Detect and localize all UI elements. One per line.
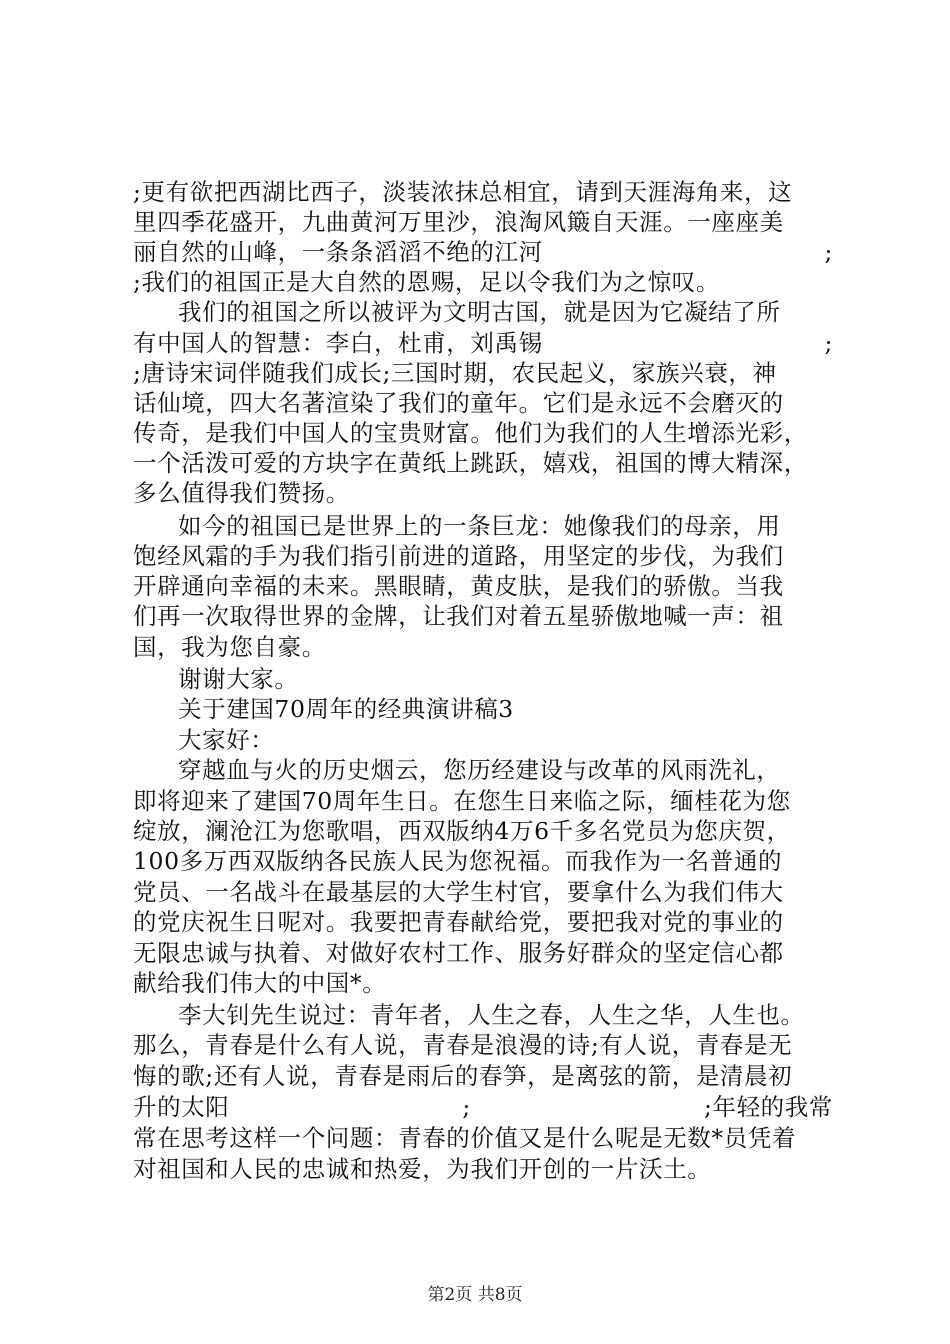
text-segment: ; bbox=[824, 238, 833, 266]
closing-line: 谢谢大家。 bbox=[178, 665, 299, 693]
page-number-footer: 第2页 共8页 bbox=[427, 1285, 523, 1305]
paragraph-start-line: 李大钊先生说过：青年者，人生之春，人生之华，人生也。 bbox=[178, 1001, 805, 1029]
text-line: 开辟通向幸福的未来。黑眼睛，黄皮肤，是我们的骄傲。当我 bbox=[133, 572, 784, 600]
section-heading: 关于建国70周年的经典演讲稿3 bbox=[178, 695, 514, 723]
text-line: 常在思考这样一个问题：青春的价值又是什么呢是无数*员凭着 bbox=[133, 1124, 797, 1152]
text-line: 里四季花盛开，九曲黄河万里沙，浪淘风簸自天涯。一座座美 bbox=[133, 208, 784, 236]
paragraph-start-line: 穿越血与火的历史烟云，您历经建设与改革的风雨洗礼， bbox=[178, 756, 781, 784]
text-line: ;我们的祖国正是大自然的恩赐，足以令我们为之惊叹。 bbox=[133, 268, 720, 296]
text-line: 献给我们伟大的中国*。 bbox=[133, 969, 387, 997]
text-line: 即将迎来了建国70周年生日。在您生日来临之际，缅桂花为您 bbox=[133, 787, 791, 815]
text-line: ;唐诗宋词伴随我们成长;三国时期，农民起义，家族兴衰，神 bbox=[133, 359, 777, 387]
text-line bbox=[133, 237, 833, 267]
text-line: 100多万西双版纳各民族人民为您祝福。而我作为一名普通的 bbox=[133, 847, 783, 875]
text-segment: ;年轻的我常 bbox=[703, 1093, 833, 1121]
text-line bbox=[133, 328, 833, 358]
text-segment: 丽自然的山峰，一条条滔滔不绝的江河 bbox=[133, 238, 543, 266]
greeting-line: 大家好： bbox=[178, 726, 275, 754]
text-line: 对祖国和人民的忠诚和热爱，为我们开创的一片沃土。 bbox=[133, 1155, 712, 1183]
text-line: ;更有欲把西湖比西子，淡装浓抹总相宜，请到天涯海角来，这 bbox=[133, 178, 793, 206]
text-line: 们再一次取得世界的金牌，让我们对着五星骄傲地喊一声：祖 bbox=[133, 602, 784, 630]
text-segment: ; bbox=[462, 1093, 471, 1121]
paragraph-start-line: 如今的祖国已是世界上的一条巨龙：她像我们的母亲，用 bbox=[178, 512, 781, 540]
text-line: 党员、一名战斗在最基层的大学生村官，要拿什么为我们伟大 bbox=[133, 878, 784, 906]
text-line: 悔的歌;还有人说，青春是雨后的春笋，是离弦的箭，是清晨初 bbox=[133, 1062, 793, 1090]
text-line bbox=[133, 1092, 833, 1122]
text-line: 饱经风霜的手为我们指引前进的道路，用坚定的步伐，为我们 bbox=[133, 542, 784, 570]
text-line: 无限忠诚与执着、对做好农村工作、服务好群众的坚定信心都 bbox=[133, 939, 784, 967]
text-line: 国，我为您自豪。 bbox=[133, 633, 326, 661]
paragraph-start-line: 我们的祖国之所以被评为文明古国，就是因为它凝结了所 bbox=[178, 298, 781, 326]
text-segment: 有中国人的智慧：李白，杜甫，刘禹锡 bbox=[133, 329, 543, 357]
text-segment: ; bbox=[824, 329, 833, 357]
text-line: 多么值得我们赞扬。 bbox=[133, 479, 350, 507]
text-line: 传奇，是我们中国人的宝贵财富。他们为我们的人生增添光彩， bbox=[133, 419, 808, 447]
text-line: 一个活泼可爱的方块字在黄纸上跳跃，嬉戏，祖国的博大精深， bbox=[133, 449, 808, 477]
text-line: 话仙境，四大名著渲染了我们的童年。它们是永远不会磨灭的 bbox=[133, 389, 784, 417]
text-segment: 升的太阳 bbox=[133, 1093, 230, 1121]
text-line: 绽放，澜沧江为您歌唱，西双版纳4万6千多名党员为您庆贺， bbox=[133, 817, 791, 845]
text-line: 那么，青春是什么有人说，青春是浪漫的诗;有人说，青春是无 bbox=[133, 1031, 793, 1059]
text-line: 的党庆祝生日呢对。我要把青春献给党，要把我对党的事业的 bbox=[133, 908, 784, 936]
